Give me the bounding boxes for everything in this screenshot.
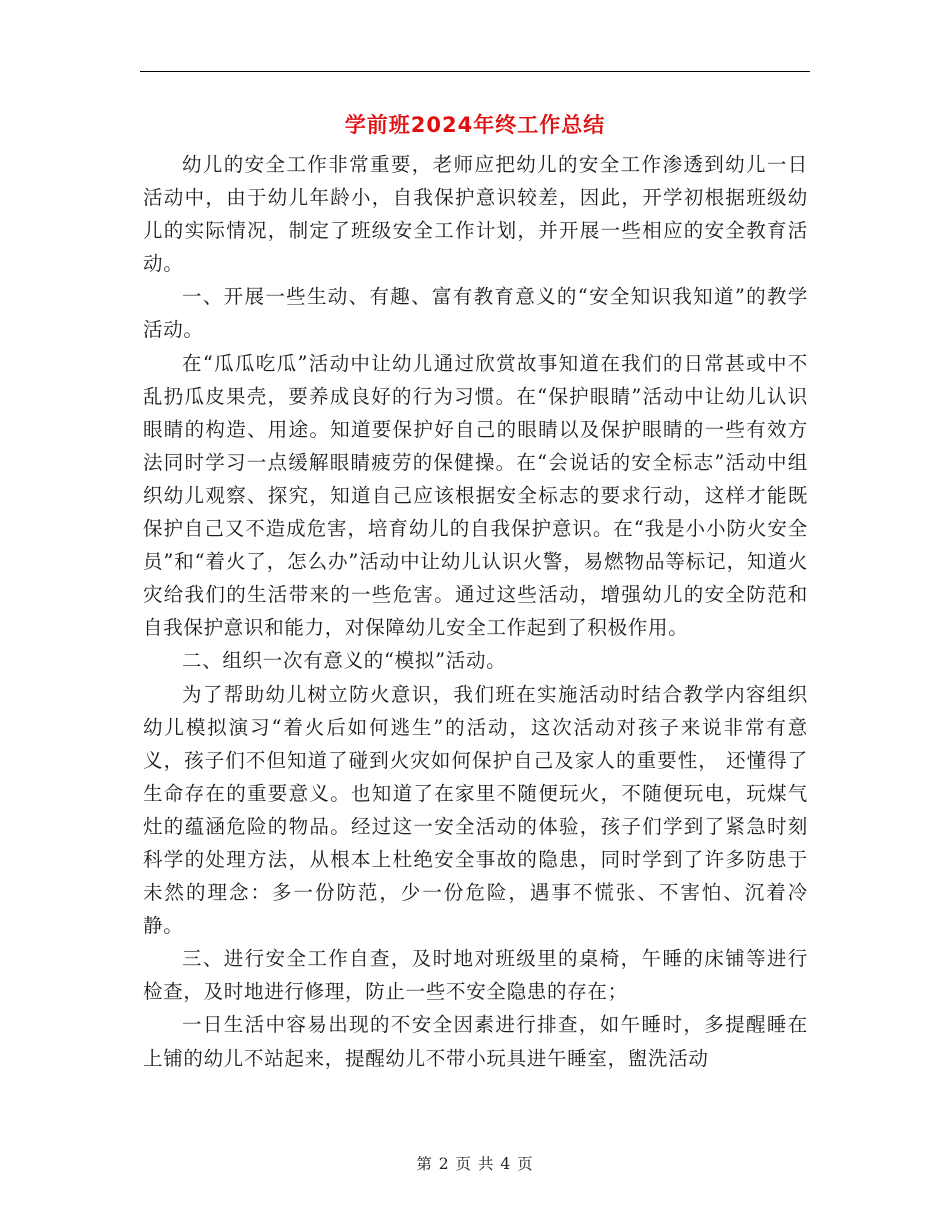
paragraph-daily-check: 一日生活中容易出现的不安全因素进行排查，如午睡时，多提醒睡在上铺的幼儿不站起来，提醒幼儿不带小玩具进午睡室，盥洗活动	[143, 1013, 808, 1070]
section-heading-1: 一、开展一些生动、有趣、富有教育意义的“安全知识我知道”的教学活动。	[143, 285, 808, 342]
paragraph-simulation: 为了帮助幼儿树立防火意识，我们班在实施活动时结合教学内容组织幼儿模拟演习“着火后如何逃生”的活动，这次活动对孩子来说非常有意义，孩子们不但知道了碰到火灾如何保护自己及家人的重要性， 还懂得了生命存在的重要意义。也知道了在家里不随便玩火，不随便玩电，玩煤气灶的蕴涵危险的物品。经过这一安全活动的体验，孩子们学到了紧急时刻科学的处理方法，从根本上杜绝安全事故的隐患，同时学到了许多防患于未然的理念：多一份防范，少一份危险，遇事不慌张、不害怕、沉着冷静。	[143, 682, 808, 938]
header-rule	[140, 71, 810, 72]
document-body	[143, 148, 808, 1075]
paragraph-intro: 幼儿的安全工作非常重要，老师应把幼儿的安全工作渗透到幼儿一日活动中，由于幼儿年龄小，自我保护意识较差，因此，开学初根据班级幼儿的实际情况，制定了班级安全工作计划，并开展一些相应的安全教育活动。	[143, 153, 808, 276]
section-heading-3: 三、进行安全工作自查，及时地对班级里的桌椅，午睡的床铺等进行检查，及时地进行修理，防止一些不安全隐患的存在；	[143, 947, 808, 1004]
paragraph-activities: 在“瓜瓜吃瓜”活动中让幼儿通过欣赏故事知道在我们的日常甚或中不乱扔瓜皮果壳，要养成良好的行为习惯。在“保护眼睛”活动中让幼儿认识眼睛的构造、用途。知道要保护好自己的眼睛以及保护眼睛的一些有效方法同时学习一点缓解眼睛疲劳的保健操。在“会说话的安全标志”活动中组织幼儿观察、探究，知道自己应该根据安全标志的要求行动，这样才能既保护自己又不造成危害，培育幼儿的自我保护意识。在“我是小小防火安全员”和“着火了，怎么办”活动中让幼儿认识火警，易燃物品等标记，知道火灾给我们的生活带来的一些危害。通过这些活动，增强幼儿的安全防范和自我保护意识和能力，对保障幼儿安全工作起到了积极作用。	[143, 351, 808, 640]
document-title: 学前班2024年终工作总结	[344, 113, 606, 137]
section-heading-2: 二、组织一次有意义的“模拟”活动。	[182, 649, 507, 673]
page-footer: 第 2 页 共 4 页	[416, 1155, 534, 1173]
